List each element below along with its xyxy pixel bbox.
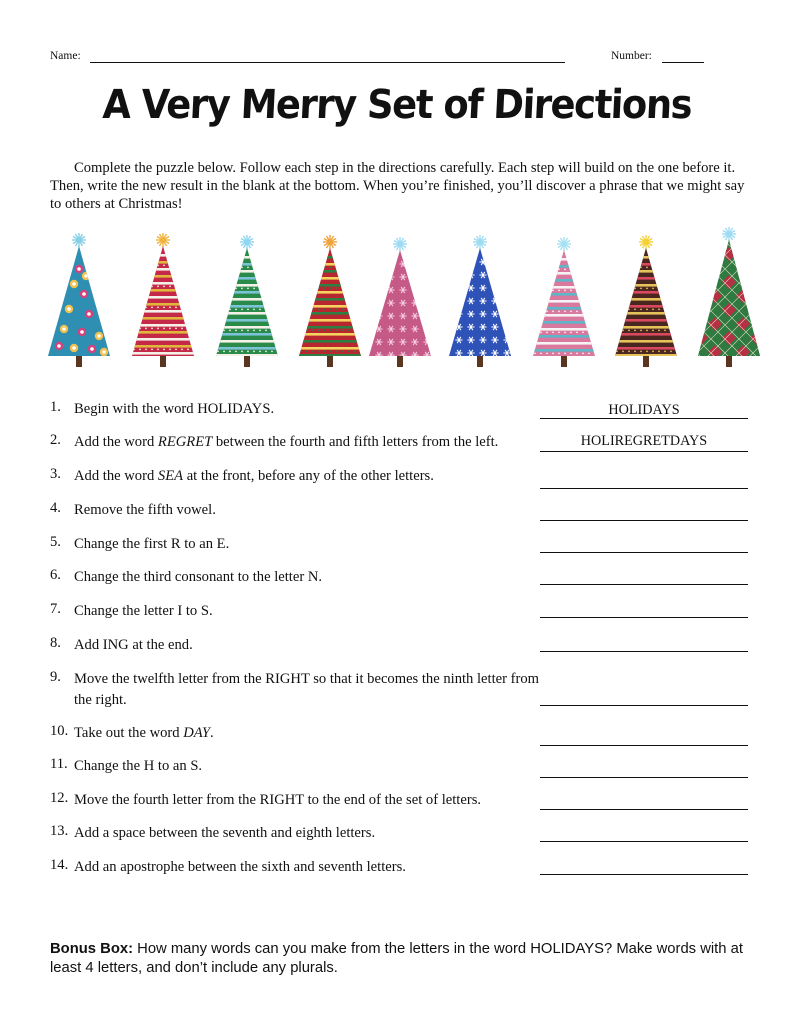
- tree-star-icon: [639, 235, 653, 249]
- step-number: 9.: [50, 669, 61, 685]
- tree-pattern: [128, 254, 198, 355]
- step-instruction: [74, 432, 540, 453]
- step-number: 11.: [50, 756, 68, 772]
- tree-star-icon: [72, 233, 86, 247]
- step-text-part: Remove the fifth vowel.: [74, 502, 216, 518]
- tree-trunk: [76, 356, 82, 367]
- answer-blank[interactable]: [540, 874, 748, 875]
- answer-blank[interactable]: [540, 841, 748, 842]
- tree-pattern: [295, 256, 365, 357]
- christmas-trees-illustration: [44, 224, 750, 370]
- answer-blank[interactable]: [540, 552, 748, 553]
- step-text-part: Change the letter I to S.: [74, 603, 213, 619]
- page-title: A Very Merry Set of Directions: [101, 82, 693, 128]
- step-number: 8.: [50, 635, 61, 651]
- answer-blank[interactable]: [540, 584, 748, 585]
- answer-blank[interactable]: [540, 777, 748, 778]
- answer-value: HOLIDAYS: [608, 402, 680, 418]
- step-instruction: [74, 399, 540, 420]
- step-number: 4.: [50, 500, 61, 516]
- name-label: Name:: [50, 50, 81, 62]
- step-number: 10.: [50, 723, 69, 739]
- step-instruction: [74, 723, 540, 744]
- step-number: 1.: [50, 399, 61, 415]
- step-text-part: Move the fourth letter from the RIGHT to the end of the set of letters.: [74, 792, 482, 808]
- step-keyword: REGRET: [157, 434, 213, 450]
- bonus-text: How many words can you make from the letters in the word HOLIDAYS? Make words with at least 4 letters, and don’t include any plurals.: [50, 941, 743, 976]
- number-field-line[interactable]: [662, 62, 704, 63]
- tree-trunk: [327, 356, 333, 367]
- step-number: 6.: [50, 567, 61, 583]
- step-number: 2.: [50, 432, 61, 448]
- step-number: 3.: [50, 466, 61, 482]
- tree-star-icon: [323, 235, 337, 249]
- answer-blank[interactable]: [540, 520, 748, 521]
- tree-blue-snowflakes: [445, 224, 515, 370]
- step-keyword: DAY: [183, 725, 210, 741]
- step-text-part: Change the third consonant to the letter N.: [74, 569, 323, 585]
- tree-trunk: [244, 356, 250, 367]
- tree-trunk: [561, 356, 567, 367]
- tree-trunk: [397, 356, 403, 367]
- step-text-part: Add a space between the seventh and eighth letters.: [74, 825, 376, 841]
- step-text-part: Add ING at the end.: [74, 637, 193, 653]
- step-number: 14.: [50, 857, 69, 873]
- step-number: 7.: [50, 601, 61, 617]
- bonus-label: Bonus Box:: [50, 941, 134, 957]
- step-text-part: Change the first R to an E.: [74, 536, 230, 552]
- step-instruction: [74, 466, 540, 487]
- answer-blank[interactable]: [540, 745, 748, 746]
- step-text-part: .: [209, 725, 214, 741]
- tree-trunk: [160, 356, 166, 367]
- step-instruction: [74, 500, 540, 521]
- bonus-box: [50, 940, 750, 978]
- answer-blank[interactable]: [540, 705, 748, 706]
- tree-star-icon: [473, 235, 487, 249]
- step-number: 5.: [50, 534, 61, 550]
- tree-star-icon: [722, 227, 736, 241]
- step-instruction: [74, 756, 540, 777]
- step-instruction: [74, 567, 540, 588]
- step-text-part: Change the H to an S.: [74, 758, 203, 774]
- tree-star-icon: [393, 237, 407, 251]
- step-keyword: SEA: [157, 468, 184, 484]
- answer-blank[interactable]: [540, 617, 748, 618]
- step-instruction: [74, 857, 540, 878]
- step-text-part: Begin with the word HOLIDAYS.: [74, 401, 275, 417]
- step-number: 13.: [50, 823, 69, 839]
- tree-rainbow-stripes: [295, 224, 365, 370]
- step-text-part: Add an apostrophe between the sixth and seventh letters.: [74, 859, 406, 875]
- tree-red-stripes: [128, 224, 198, 370]
- step-text-part: Take out the word: [74, 725, 184, 741]
- name-number-header: [50, 50, 710, 68]
- tree-green-argyle: [694, 224, 764, 370]
- step-text-part: at the front, before any of the other letters.: [183, 468, 434, 484]
- tree-star-icon: [156, 233, 170, 247]
- step-text-part: between the fourth and fifth letters from the left.: [212, 434, 499, 450]
- answer-blank[interactable]: [540, 651, 748, 652]
- tree-pattern: [212, 256, 282, 357]
- tree-trunk: [477, 356, 483, 367]
- tree-star-icon: [240, 235, 254, 249]
- answer-value: HOLIREGRETDAYS: [580, 433, 708, 449]
- intro-paragraph: Complete the puzzle below. Follow each step in the directions carefully. Each step will build on the one before it. Then, write the new result in the blank at the bottom. When you’re finished, you’ll discover a phrase that we might say to others at Christmas!: [50, 160, 745, 212]
- tree-pink-stripes: [529, 224, 599, 370]
- step-instruction: [74, 635, 540, 656]
- answer-blank[interactable]: [540, 488, 748, 489]
- step-instruction: [74, 790, 540, 811]
- answer-blank[interactable]: [540, 809, 748, 810]
- step-instruction: [74, 823, 540, 844]
- step-number: 12.: [50, 790, 69, 806]
- tree-brown-stripes: [611, 224, 681, 370]
- step-instruction: [74, 669, 540, 711]
- step-instruction: [74, 601, 540, 622]
- number-label: Number:: [611, 50, 652, 62]
- step-text-part: Move the twelfth letter from the RIGHT so that it becomes the ninth letter from the right.: [74, 671, 539, 708]
- tree-green-stripes: [212, 224, 282, 370]
- step-text-part: Add the word: [74, 434, 158, 450]
- name-field-line[interactable]: [90, 62, 565, 63]
- answer-blank[interactable]: [540, 451, 748, 452]
- step-text-part: Add the word: [74, 468, 158, 484]
- step-instruction: [74, 534, 540, 555]
- tree-teal-circles: [44, 224, 114, 370]
- tree-pink-snowflakes: [365, 224, 435, 370]
- tree-trunk: [643, 356, 649, 367]
- tree-pattern: [611, 256, 681, 357]
- tree-trunk: [726, 356, 732, 367]
- tree-star-icon: [557, 237, 571, 251]
